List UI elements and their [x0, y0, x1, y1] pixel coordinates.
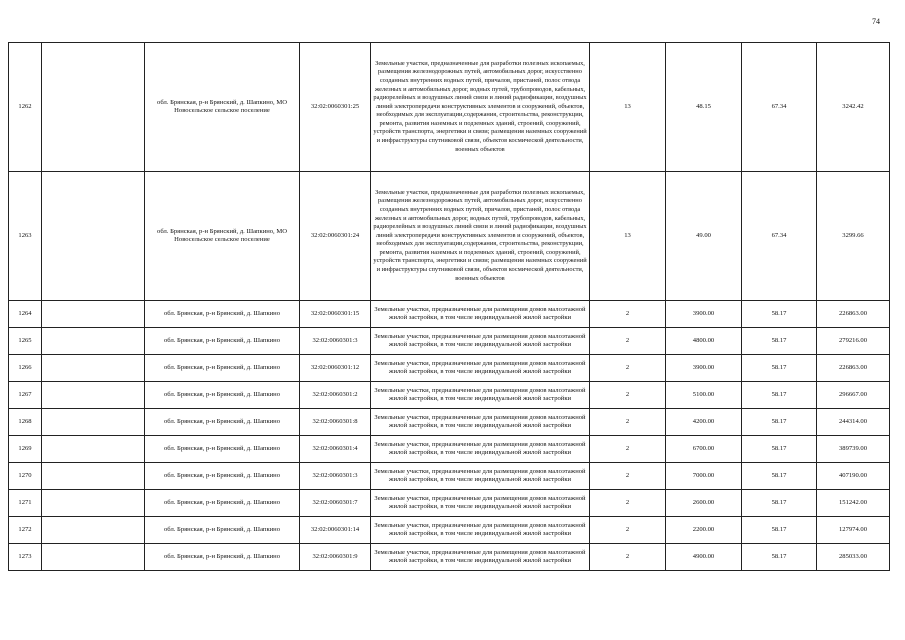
area-cell: 2600.00: [666, 490, 742, 517]
table-row: [9, 436, 890, 463]
cadastral-value-cell: 389739.00: [817, 436, 890, 463]
empty-cell: [42, 328, 145, 355]
row-number: 1273: [9, 544, 42, 571]
rate-cell: 58.17: [742, 382, 817, 409]
address-cell: обл. Брянская, р-н Брянский, д. Шапкино: [145, 301, 300, 328]
land-use-cell: Земельные участки, предназначенные для разработки полезных ископаемых, размещения железнодорожных путей, автомобильных дорог, искусственно созданных внутренних водных путей, причалов, пристаней, полос отвода железных и автомобильных дорог, водных путей, трубопроводов, кабельных, радиорелейных и воздушных линий связи и линий радиофикации, воздушных линий электропередачи конструктивных элементов и сооружений, объектов, необходимых для эксплуатации,содержания, строительства, реконструкции, ремонта, развития наземных и подземных зданий, строений, сооружений, устройств транспорта, энергетики и связи; размещения наземных сооружений и инфраструктуры спутниковой связи, объектов космической деятельности, военных объектов: [371, 43, 590, 172]
land-use-cell: Земельные участки, предназначенные для размещения домов малоэтажной жилой застройки, в том числе индивидуальной жилой застройки: [371, 328, 590, 355]
cadastral-number-cell: 32:02:0060301:14: [300, 517, 371, 544]
land-use-cell: Земельные участки, предназначенные для размещения домов малоэтажной жилой застройки, в том числе индивидуальной жилой застройки: [371, 409, 590, 436]
rate-cell: 67.34: [742, 172, 817, 301]
rate-cell: 58.17: [742, 355, 817, 382]
area-cell: 4200.00: [666, 409, 742, 436]
address-cell: обл. Брянская, р-н Брянский, д. Шапкино: [145, 328, 300, 355]
empty-cell: [42, 43, 145, 172]
rate-cell: 58.17: [742, 463, 817, 490]
address-cell: обл. Брянская, р-н Брянский, д. Шапкино: [145, 382, 300, 409]
row-number: 1269: [9, 436, 42, 463]
address-cell: обл. Брянская, р-н Брянский, д. Шапкино: [145, 544, 300, 571]
cadastral-number-cell: 32:02:0060301:4: [300, 436, 371, 463]
group-cell: 2: [590, 328, 666, 355]
address-cell: обл. Брянская, р-н Брянский, д. Шапкино, МО Новосельское сельское поселение: [145, 43, 300, 172]
group-cell: 2: [590, 544, 666, 571]
table-row: [9, 355, 890, 382]
address-cell: обл. Брянская, р-н Брянский, д. Шапкино, МО Новосельское сельское поселение: [145, 172, 300, 301]
cadastral-number-cell: 32:02:0060301:3: [300, 463, 371, 490]
empty-cell: [42, 301, 145, 328]
area-cell: 3900.00: [666, 301, 742, 328]
cadastral-number-cell: 32:02:0060301:3: [300, 328, 371, 355]
cadastral-number-cell: 32:02:0060301:9: [300, 544, 371, 571]
table-row: [9, 43, 890, 172]
row-number: 1268: [9, 409, 42, 436]
empty-cell: [42, 355, 145, 382]
table-row: [9, 328, 890, 355]
area-cell: 4800.00: [666, 328, 742, 355]
table-row: [9, 172, 890, 301]
cadastral-value-cell: 226863.00: [817, 301, 890, 328]
cadastral-registry-table: [8, 42, 890, 571]
table-row: [9, 382, 890, 409]
address-cell: обл. Брянская, р-н Брянский, д. Шапкино: [145, 355, 300, 382]
area-cell: 5100.00: [666, 382, 742, 409]
row-number: 1264: [9, 301, 42, 328]
area-cell: 48.15: [666, 43, 742, 172]
row-number: 1267: [9, 382, 42, 409]
group-cell: 2: [590, 301, 666, 328]
group-cell: 2: [590, 436, 666, 463]
cadastral-number-cell: 32:02:0060301:15: [300, 301, 371, 328]
rate-cell: 58.17: [742, 409, 817, 436]
table-row: [9, 490, 890, 517]
land-use-cell: Земельные участки, предназначенные для размещения домов малоэтажной жилой застройки, в том числе индивидуальной жилой застройки: [371, 544, 590, 571]
rate-cell: 67.34: [742, 43, 817, 172]
land-use-cell: Земельные участки, предназначенные для размещения домов малоэтажной жилой застройки, в том числе индивидуальной жилой застройки: [371, 490, 590, 517]
row-number: 1270: [9, 463, 42, 490]
cadastral-value-cell: 296667.00: [817, 382, 890, 409]
cadastral-value-cell: 3299.66: [817, 172, 890, 301]
cadastral-value-cell: 226863.00: [817, 355, 890, 382]
cadastral-value-cell: 151242.00: [817, 490, 890, 517]
row-number: 1262: [9, 43, 42, 172]
address-cell: обл. Брянская, р-н Брянский, д. Шапкино: [145, 436, 300, 463]
group-cell: 2: [590, 355, 666, 382]
rate-cell: 58.17: [742, 301, 817, 328]
empty-cell: [42, 517, 145, 544]
rate-cell: 58.17: [742, 490, 817, 517]
cadastral-number-cell: 32:02:0060301:8: [300, 409, 371, 436]
land-use-cell: Земельные участки, предназначенные для размещения домов малоэтажной жилой застройки, в том числе индивидуальной жилой застройки: [371, 382, 590, 409]
row-number: 1266: [9, 355, 42, 382]
area-cell: 6700.00: [666, 436, 742, 463]
row-number: 1272: [9, 517, 42, 544]
address-cell: обл. Брянская, р-н Брянский, д. Шапкино: [145, 517, 300, 544]
address-cell: обл. Брянская, р-н Брянский, д. Шапкино: [145, 490, 300, 517]
empty-cell: [42, 172, 145, 301]
land-use-cell: Земельные участки, предназначенные для разработки полезных ископаемых, размещения железнодорожных путей, автомобильных дорог, искусственно созданных внутренних водных путей, причалов, пристаней, полос отвода железных и автомобильных дорог, водных путей, трубопроводов, кабельных, радиорелейных и воздушных линий связи и линий радиофикации, воздушных линий электропередачи конструктивных элементов и сооружений, объектов, необходимых для эксплуатации,содержания, строительства, реконструкции, ремонта, развития наземных и подземных зданий, строений, сооружений, устройств транспорта, энергетики и связи; размещения наземных сооружений и инфраструктуры спутниковой связи, объектов космической деятельности, военных объектов: [371, 172, 590, 301]
rate-cell: 58.17: [742, 328, 817, 355]
rate-cell: 58.17: [742, 517, 817, 544]
address-cell: обл. Брянская, р-н Брянский, д. Шапкино: [145, 409, 300, 436]
area-cell: 2200.00: [666, 517, 742, 544]
empty-cell: [42, 436, 145, 463]
table-row: [9, 463, 890, 490]
group-cell: 2: [590, 382, 666, 409]
table-row: [9, 517, 890, 544]
cadastral-value-cell: 285033.00: [817, 544, 890, 571]
table-row: [9, 301, 890, 328]
land-use-cell: Земельные участки, предназначенные для размещения домов малоэтажной жилой застройки, в том числе индивидуальной жилой застройки: [371, 517, 590, 544]
group-cell: 2: [590, 490, 666, 517]
group-cell: 2: [590, 463, 666, 490]
cadastral-value-cell: 3242.42: [817, 43, 890, 172]
cadastral-value-cell: 244314.00: [817, 409, 890, 436]
cadastral-number-cell: 32:02:0060301:25: [300, 43, 371, 172]
land-use-cell: Земельные участки, предназначенные для размещения домов малоэтажной жилой застройки, в том числе индивидуальной жилой застройки: [371, 436, 590, 463]
row-number: 1271: [9, 490, 42, 517]
cadastral-number-cell: 32:02:0060301:24: [300, 172, 371, 301]
area-cell: 49.00: [666, 172, 742, 301]
group-cell: 13: [590, 43, 666, 172]
group-cell: 13: [590, 172, 666, 301]
table-row: [9, 544, 890, 571]
empty-cell: [42, 490, 145, 517]
rate-cell: 58.17: [742, 544, 817, 571]
page-number: 74: [872, 17, 880, 26]
empty-cell: [42, 544, 145, 571]
address-cell: обл. Брянская, р-н Брянский, д. Шапкино: [145, 463, 300, 490]
land-use-cell: Земельные участки, предназначенные для размещения домов малоэтажной жилой застройки, в том числе индивидуальной жилой застройки: [371, 463, 590, 490]
group-cell: 2: [590, 517, 666, 544]
empty-cell: [42, 382, 145, 409]
group-cell: 2: [590, 409, 666, 436]
cadastral-number-cell: 32:02:0060301:7: [300, 490, 371, 517]
cadastral-value-cell: 407190.00: [817, 463, 890, 490]
cadastral-number-cell: 32:02:0060301:2: [300, 382, 371, 409]
cadastral-number-cell: 32:02:0060301:12: [300, 355, 371, 382]
empty-cell: [42, 409, 145, 436]
row-number: 1263: [9, 172, 42, 301]
empty-cell: [42, 463, 145, 490]
land-use-cell: Земельные участки, предназначенные для размещения домов малоэтажной жилой застройки, в том числе индивидуальной жилой застройки: [371, 301, 590, 328]
cadastral-value-cell: 279216.00: [817, 328, 890, 355]
rate-cell: 58.17: [742, 436, 817, 463]
land-use-cell: Земельные участки, предназначенные для размещения домов малоэтажной жилой застройки, в том числе индивидуальной жилой застройки: [371, 355, 590, 382]
table-row: [9, 409, 890, 436]
area-cell: 7000.00: [666, 463, 742, 490]
area-cell: 4900.00: [666, 544, 742, 571]
row-number: 1265: [9, 328, 42, 355]
area-cell: 3900.00: [666, 355, 742, 382]
cadastral-value-cell: 127974.00: [817, 517, 890, 544]
